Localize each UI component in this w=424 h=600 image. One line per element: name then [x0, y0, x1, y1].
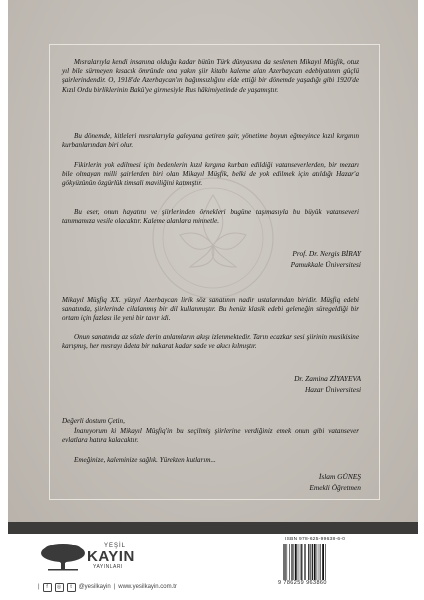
watermark-emblem-icon — [150, 175, 276, 301]
signature-biray — [291, 249, 361, 270]
barcode-icon — [282, 544, 344, 580]
isbn-label: ISBN 978-625-99638-6-0 — [285, 537, 346, 542]
social-links — [38, 582, 177, 592]
separator: | — [113, 584, 116, 590]
intro-paragraph-4: Bu eser, onun hayatını ve şiirlerinden örnekleri bugüne taşımasıyla bu büyük vatanseveri tanımamıza vesile olacaktır. Kaleme alanlara minnetle. — [62, 208, 359, 226]
signature-name: Dr. Zamina ZİYAYEVA — [294, 374, 361, 383]
signature-name: Prof. Dr. Nergis BİRAY — [292, 249, 361, 258]
letter-salutation: Değerli dostum Çetin, — [62, 417, 125, 425]
signature-gunes — [309, 472, 361, 493]
signature-title: Emekli Öğretmen — [309, 482, 361, 492]
signature-institution: Pamukkale Üniversitesi — [290, 259, 361, 269]
footer-dark-band — [8, 522, 418, 534]
publisher-logo-text — [87, 543, 137, 570]
twitter-icon[interactable]: t — [67, 583, 76, 592]
signature-name: İslam GÜNEŞ — [318, 472, 361, 481]
letter-body: İnanıyorum ki Mikayıl Müşfiq'in bu seçilmiş şiirlerine verdiğiniz emek onun gibi vatansever evlatlara hatıra kalacaktır. — [62, 427, 359, 445]
facebook-icon[interactable]: f — [43, 583, 52, 592]
second-paragraph-2: Onun sanatında az sözle derin anlamların akışı izlenmektedir. Tarın ecazkar sesi şiirinin musikisine karışmış, her mısrayı âdeta bir nakarat kadar sade ve akıcı kılmıştır. — [62, 333, 359, 351]
website-link[interactable]: www.yesilkayin.com.tr — [118, 584, 177, 590]
tree-logo-icon — [38, 543, 88, 573]
signature-ziyayeva — [294, 374, 361, 395]
intro-paragraph-2: Bu dönemde, kitleleri mısralarıyla galeyana getiren şair, yönetime boyun eğmeyince kızıl kırgının kurbanlarından biri olur. — [62, 132, 359, 150]
logo-main-text: KAYIN — [87, 548, 135, 565]
signature-institution: Hazar Üniversitesi — [304, 384, 361, 394]
logo-sub-text: YAYINLARI — [93, 564, 123, 570]
second-paragraph-1: Mikayıl Müşfiq XX. yüzyıl Azerbaycan lirik söz sanatının nadir ustalarından biridir. Müşfiq edebi sanatında, şiirlerinde cilalanmış bir dil kullanmıştır. Bu henüz klasik edebi geleneğin süregeldiği bir ortam için fazlası ile yeni bir tavır idi. — [62, 296, 359, 323]
instagram-icon[interactable]: ◎ — [55, 583, 64, 592]
separator: | — [38, 584, 40, 590]
social-handle[interactable]: @yesilkayin — [78, 584, 111, 590]
intro-paragraph-3: Fikirlerin yok edilmesi için bedenlerin kızıl kırgına kurban edildiği vatanseverlerden, bir mezarı bile olmayan milli şairlerden biri olan Mikayıl Müşfik, belki de yok edilmek için atıldığı Hazar'a gökyüzünün özgürlük timsali maviliğini katmıştır. — [62, 161, 359, 188]
letter-closing: Emeğinize, kaleminize sağlık. Yürekten kutlarım... — [74, 456, 216, 464]
barcode-number: 9 786259 963860 — [278, 580, 327, 586]
intro-paragraph-1: Mısralarıyla kendi insanına olduğu kadar bütün Türk dünyasına da seslenen Mikayıl Müşfik, otuz yıl bile sürmeyen kısacık ömründe ona yakın şiir kitabı kaleme alan Azerbaycan edebiyatının güçlü şairlerindendir. O, 1918'de Azerbaycan'ın bağımsızlığını elde ettiği bir dönemde yaşadığı gibi 1920'de Kızıl Ordu birliklerinin Bakü'ye girmesiyle Rus hâkimiyetinde de yaşamıştır. — [62, 58, 359, 94]
logo-top-text: YEŞİL — [103, 543, 126, 549]
